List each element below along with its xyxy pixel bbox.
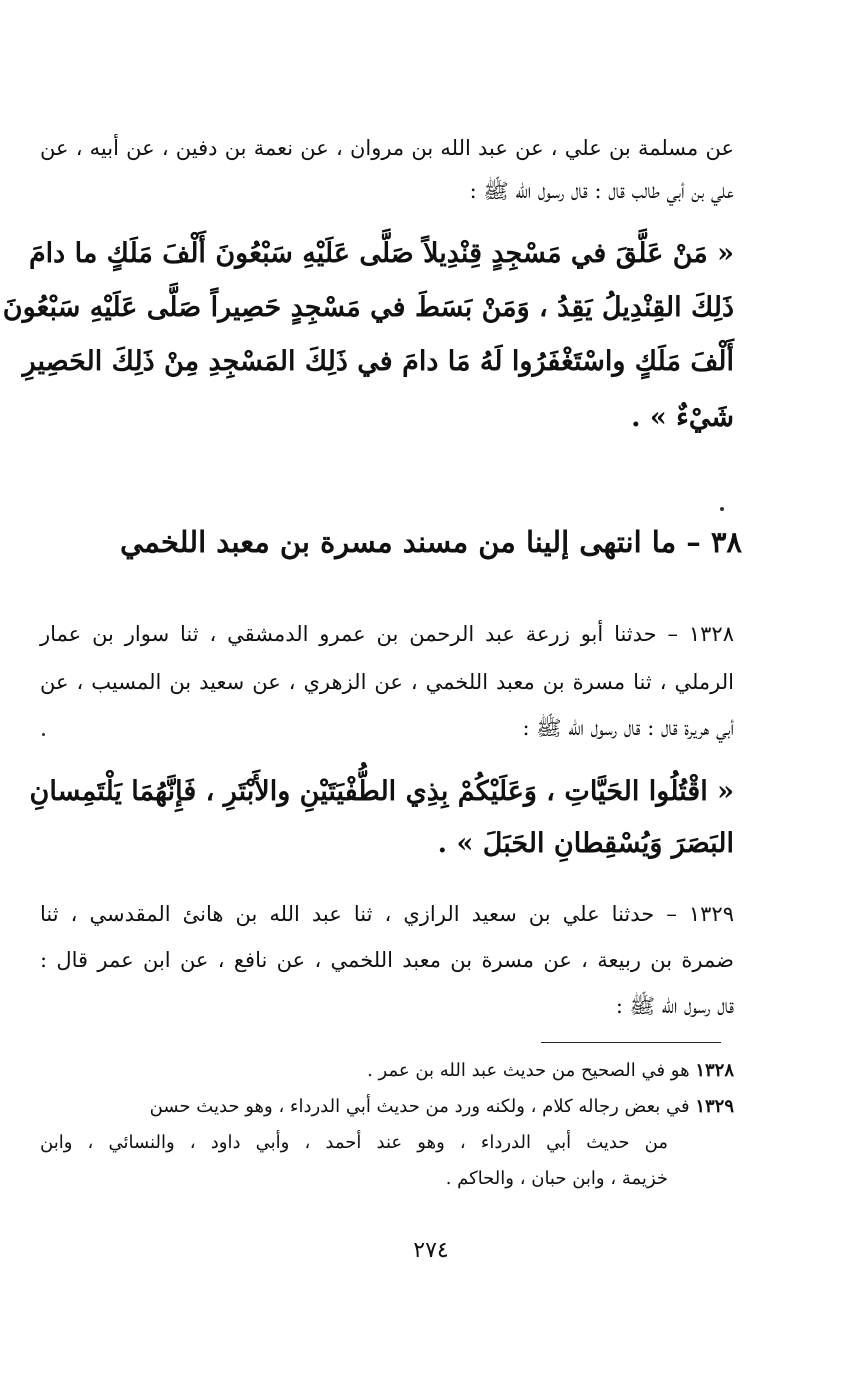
intro-line-1: عن مسلمة بن علي ، عن عبد الله بن مروان ، عن نعمة بن دفين ، عن أبيه ، عن [40, 136, 734, 160]
entry-1328-line-2: الرملي ، ثنا مسرة بن معبد اللخمي ، عن الزهري ، عن سعيد بن المسيب ، عن [40, 670, 734, 694]
stray-dot [720, 507, 724, 511]
hadith-1-line-4: شَيْءٌ » . [631, 402, 734, 433]
page-number: ٢٧٤ [413, 1238, 449, 1263]
footnote-rule [541, 1042, 721, 1043]
entry-1329-line-2: ضمرة بن ربيعة ، عن مسرة بن معبد اللخمي ، عن نافع ، عن ابن عمر قال : [40, 948, 734, 972]
footnote-1328-number: ١٣٢٨ [695, 1060, 734, 1081]
entry-1328-line-3: أبي هريرة قال : قال رسول الله ﷺ : [522, 716, 734, 740]
footnote-1329 [40, 1098, 734, 1116]
hadith-2-line-2: البَصَرَ وَيُسْقِطانِ الحَبَلَ » . [437, 828, 734, 859]
footnote-1329-number: ١٣٢٩ [695, 1096, 734, 1117]
footnote-1328 [367, 1062, 734, 1080]
entry-1328-line-1: ١٣٢٨ – حدثنا أبو زرعة عبد الرحمن بن عمرو الدمشقي ، ثنا سوار بن عمار [40, 622, 734, 646]
footnote-1328-text: هو في الصحيح من حديث عبد الله بن عمر . [367, 1060, 690, 1081]
hadith-2-line-1: « اقْتُلُوا الحَيَّاتِ ، وَعَلَيْكُمْ بِذِي الطُّفْيَتَيْنِ والأَبْتَرِ ، فَإِنَّهُمَا يَلْتَمِسانِ [29, 776, 734, 807]
entry-1329-line-3: قال رسول الله ﷺ : [615, 994, 734, 1018]
intro-line-2: علي بن أبي طالب قال : قال رسول الله ﷺ : [469, 179, 734, 203]
entry-1329-line-1: ١٣٢٩ – حدثنا علي بن سعيد الرازي ، ثنا عبد الله بن هانئ المقدسي ، ثنا [40, 902, 734, 926]
footnote-1329-text-first: في بعض رجاله كلام ، ولكنه ورد من حديث أبي الدرداء ، وهو حديث حسن [149, 1096, 690, 1117]
section-title: ٣٨ – ما انتهى إلينا من مسند مسرة بن معبد اللخمي [119, 525, 743, 559]
hadith-1-line-2: ذَلِكَ القِنْدِيلُ يَقِدُ ، وَمَنْ بَسَطَ في مَسْجِدٍ حَصِيراً صَلَّى عَلَيْهِ سَبْعُونَ [2, 292, 734, 323]
hadith-1-line-3: أَلْفَ مَلَكٍ واسْتَغْفَرُوا لَهُ مَا دامَ في ذَلِكَ المَسْجِدِ مِنْ ذَلِكَ الحَصِيرِ [22, 346, 734, 377]
footnote-1329-line-3: خزيمة ، وابن حبان ، والحاكم . [445, 1168, 668, 1189]
stray-dot [42, 733, 45, 736]
hadith-1-line-1: « مَنْ عَلَّقَ في مَسْجِدٍ قِنْدِيلاً صَلَّى عَلَيْهِ سَبْعُونَ أَلْفَ مَلَكٍ ما دامَ [28, 238, 734, 269]
footnote-1329-line-2: من حديث أبي الدرداء ، وهو عند أحمد ، وأبي داود ، والنسائي ، وابن [40, 1132, 668, 1153]
